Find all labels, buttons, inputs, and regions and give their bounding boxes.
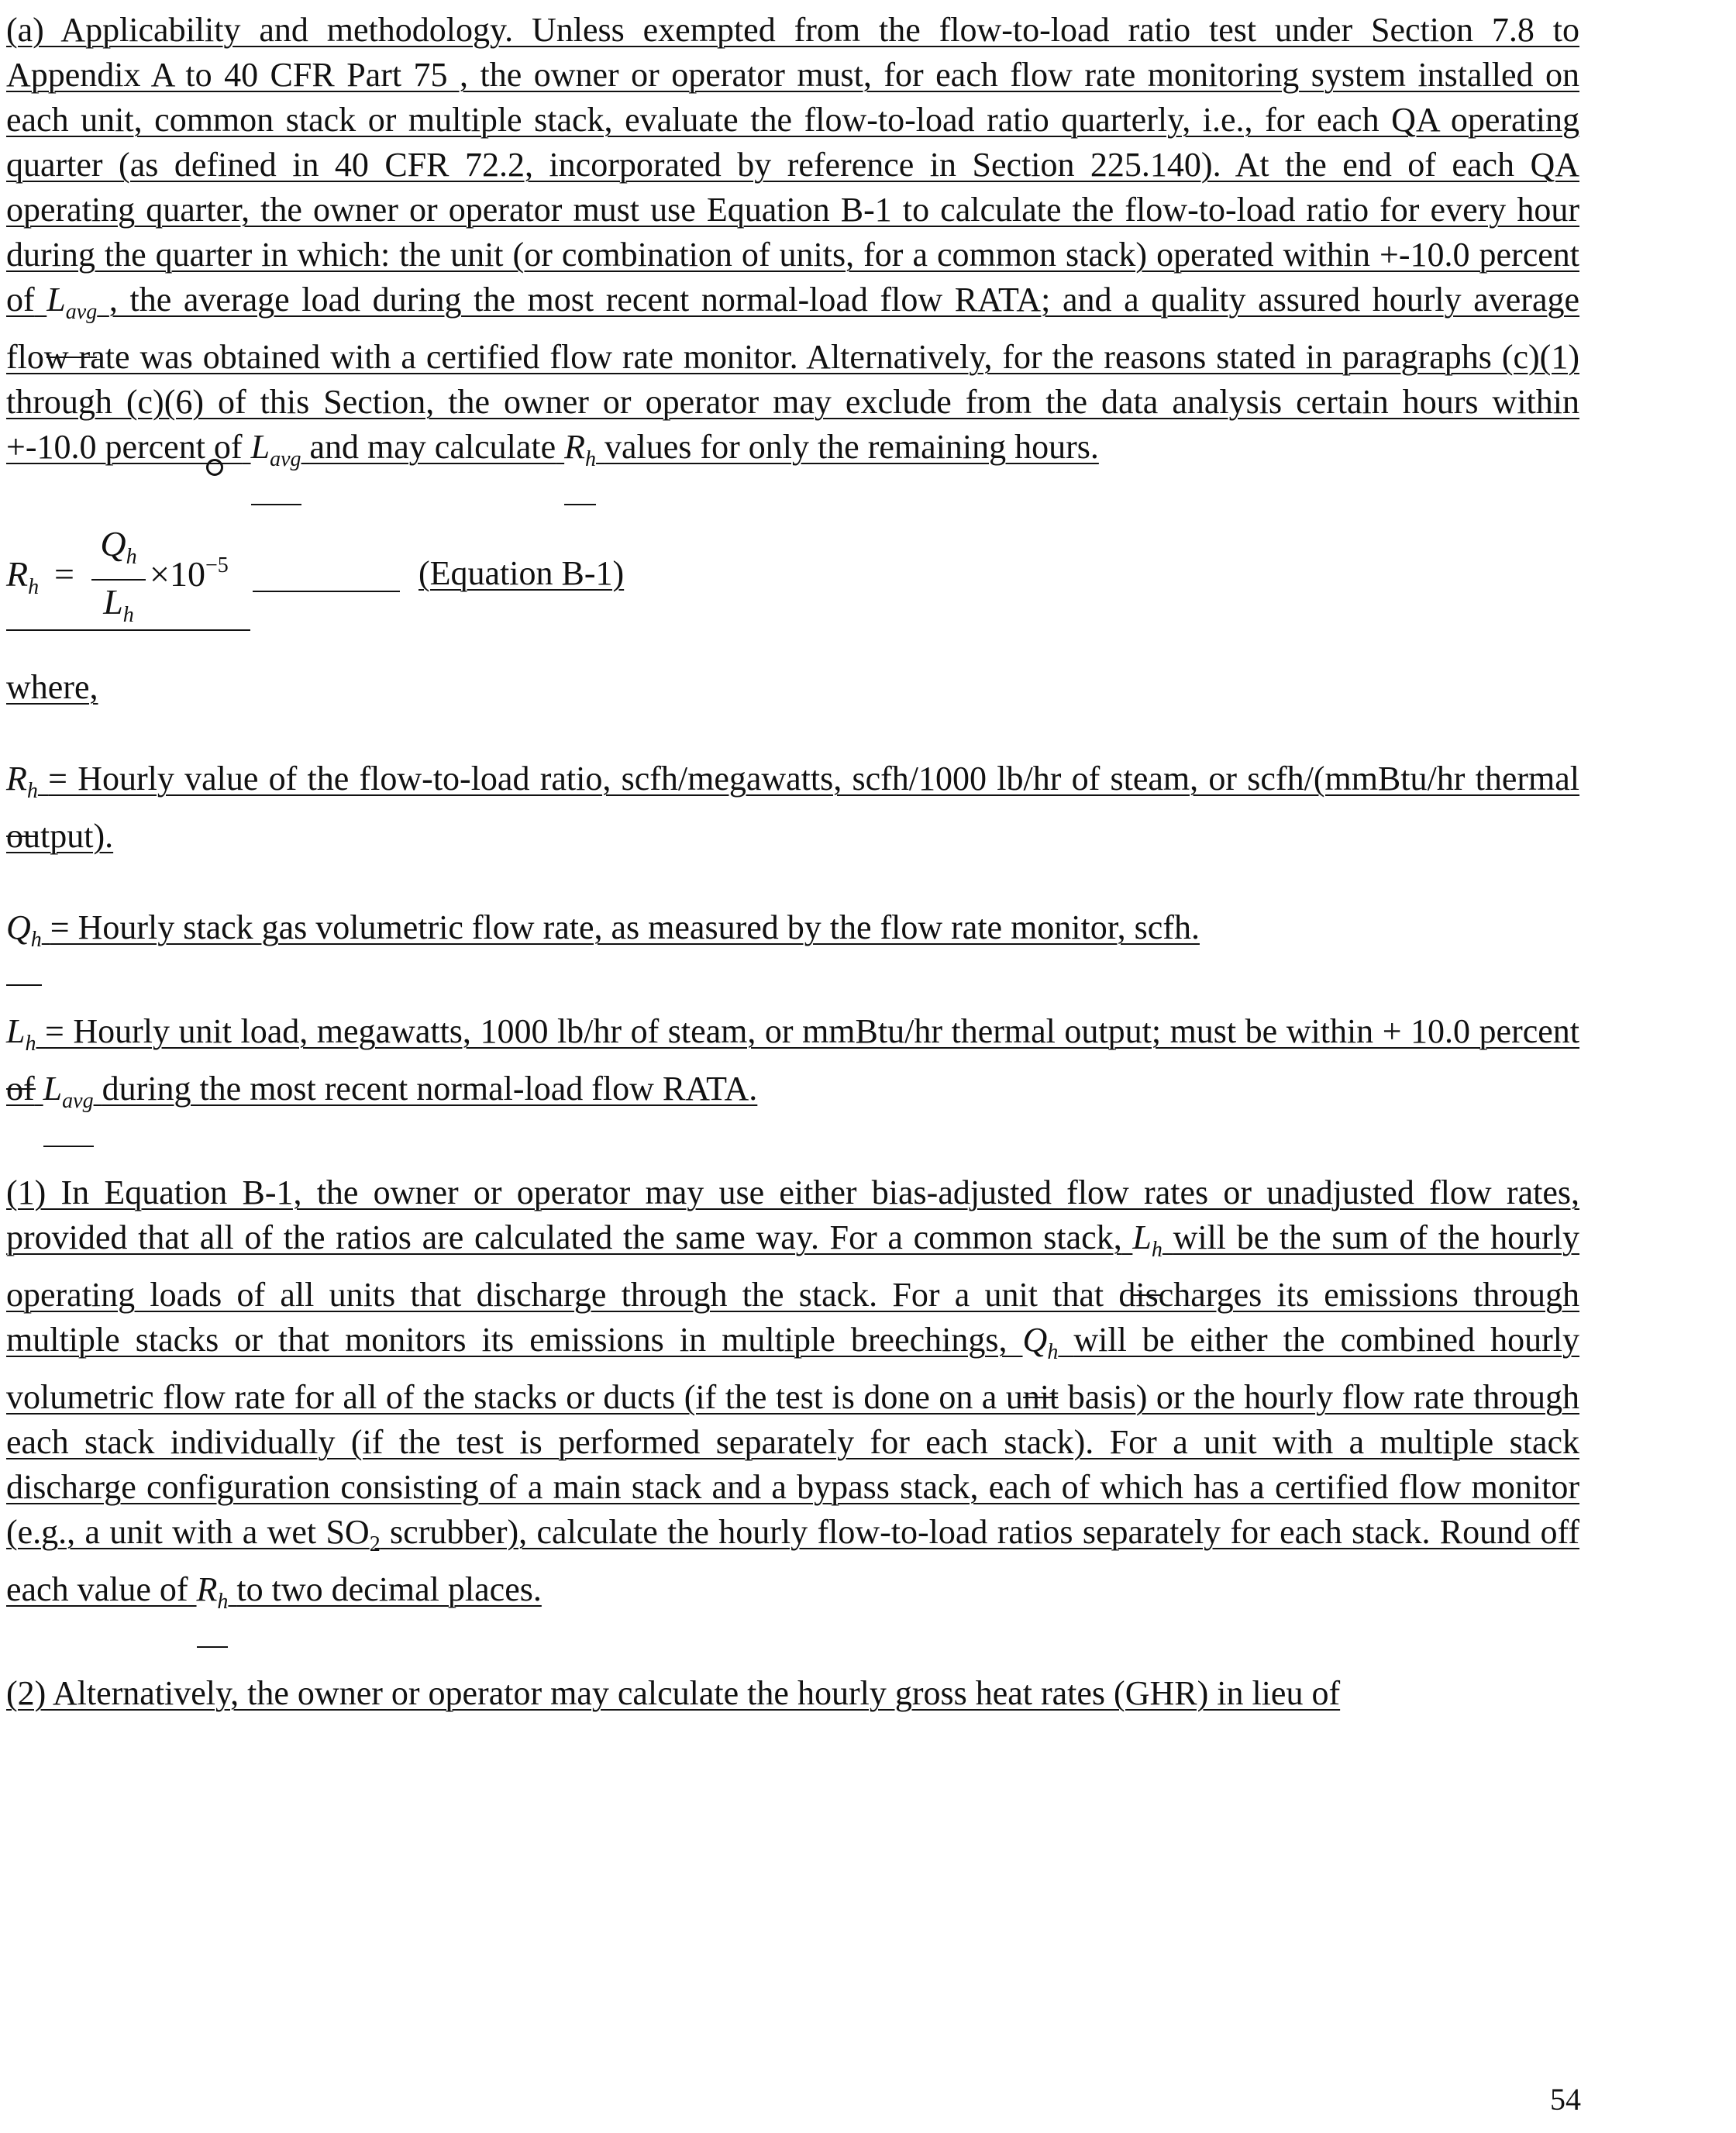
equation-fraction (91, 522, 146, 637)
definition-l: $L_h$ = Hourly unit load, megawatts, 1000 lb/hr of steam, or mmBtu/hr thermal output; must be within + 10.0 percent of $L_{avg}$ during the most recent normal-load flow RATA. (6, 1009, 1579, 1124)
paragraph-2: (2) Alternatively, the owner or operator may calculate the hourly gross heat rates (GHR) in lieu of (6, 1674, 1341, 1712)
equation-equals: = (54, 554, 74, 594)
paragraph-1: (1) In Equation B-1, the owner or operator may use either bias-adjusted flow rates or unadjusted flow rates, provided that all of the ratios are calculated the same way. For a common stack, $L_h$ will be the sum of the hourly operating loads of all units that discharge through the stack. For a unit that discharges its emissions through multiple stacks or that monitors its emissions in multiple breechings, $Q_h$ will be either the combined hourly volumetric flow rate for all of the stacks or ducts (if the test is done on a unit basis) or the hourly flow rate through each stack individually (if the test is performed separately for each stack). For a unit with a multiple stack discharge configuration consisting of a main stack and a bypass stack, each of which has a certified flow monitor (e.g., a unit with a wet $SO_2$ scrubber), calculate the hourly flow-to-load ratios separately for each stack. Round off each value of $R_h$ to two decimal places. (6, 1170, 1579, 1625)
equation-lhs: $R_h$ (6, 554, 40, 599)
paragraph-a: (a) Applicability and methodology. Unless exempted from the flow-to-load ratio test under Section 7.8 to Appendix A to 40 CFR Part 75 , the owner or operator must, for each flow rate monitoring system installed on each unit, common stack or multiple stack, evaluate the flow-to-load ratio quarterly, i.e., for each QA operating quarter (as defined in 40 CFR 72.2, incorporated by reference in Section 225.140). At the end of each QA operating quarter, the owner or operator must use Equation B-1 to calculate the flow-to-load ratio for every hour during the quarter in which: the unit (or combination of units, for a common stack) operated within +-10.0 percent of $L_{avg}$ , the average load during the most recent normal-load flow RATA; and a quality assured hourly average flow rate was obtained with a certified flow rate monitor. Alternatively, for the reasons stated in paragraphs (c)(1) through (c)(6) of this Section, the owner or operator may exclude from the data analysis certain hours within +-10.0 percent of $L_{avg}$ and may calculate $R_h$ values for only the remaining hours. (6, 8, 1579, 482)
dot-mark (206, 459, 223, 476)
document-page (6, 8, 1579, 1716)
equation-b1 (6, 513, 1579, 645)
equation-denominator: $L_h$ (103, 582, 134, 627)
equation-numerator: $Q_h$ (91, 522, 146, 581)
equation-rule (253, 591, 400, 592)
definition-q: $Q_h$ = Hourly stack gas volumetric flow rate, as measured by the flow rate monitor, scfh. (6, 905, 1579, 963)
where-label: where, (6, 668, 98, 706)
symbol-l-avg-2: $L_{avg}$ (251, 425, 301, 482)
equation-multiplier: $\times 10^{-5}$ (150, 553, 229, 594)
symbol-l-avg: $L_{avg}$ (46, 277, 97, 335)
equation-label: (Equation B-1) (418, 554, 625, 592)
page-number: 54 (1550, 2082, 1581, 2117)
symbol-r-h: $R_h$ (564, 425, 596, 482)
definition-r: $R_h$ = Hourly value of the flow-to-load ratio, scfh/megawatts, scfh/1000 lb/hr of steam, or scfh/(mmBtu/hr thermal output). (6, 756, 1579, 859)
equation-body (6, 513, 250, 631)
